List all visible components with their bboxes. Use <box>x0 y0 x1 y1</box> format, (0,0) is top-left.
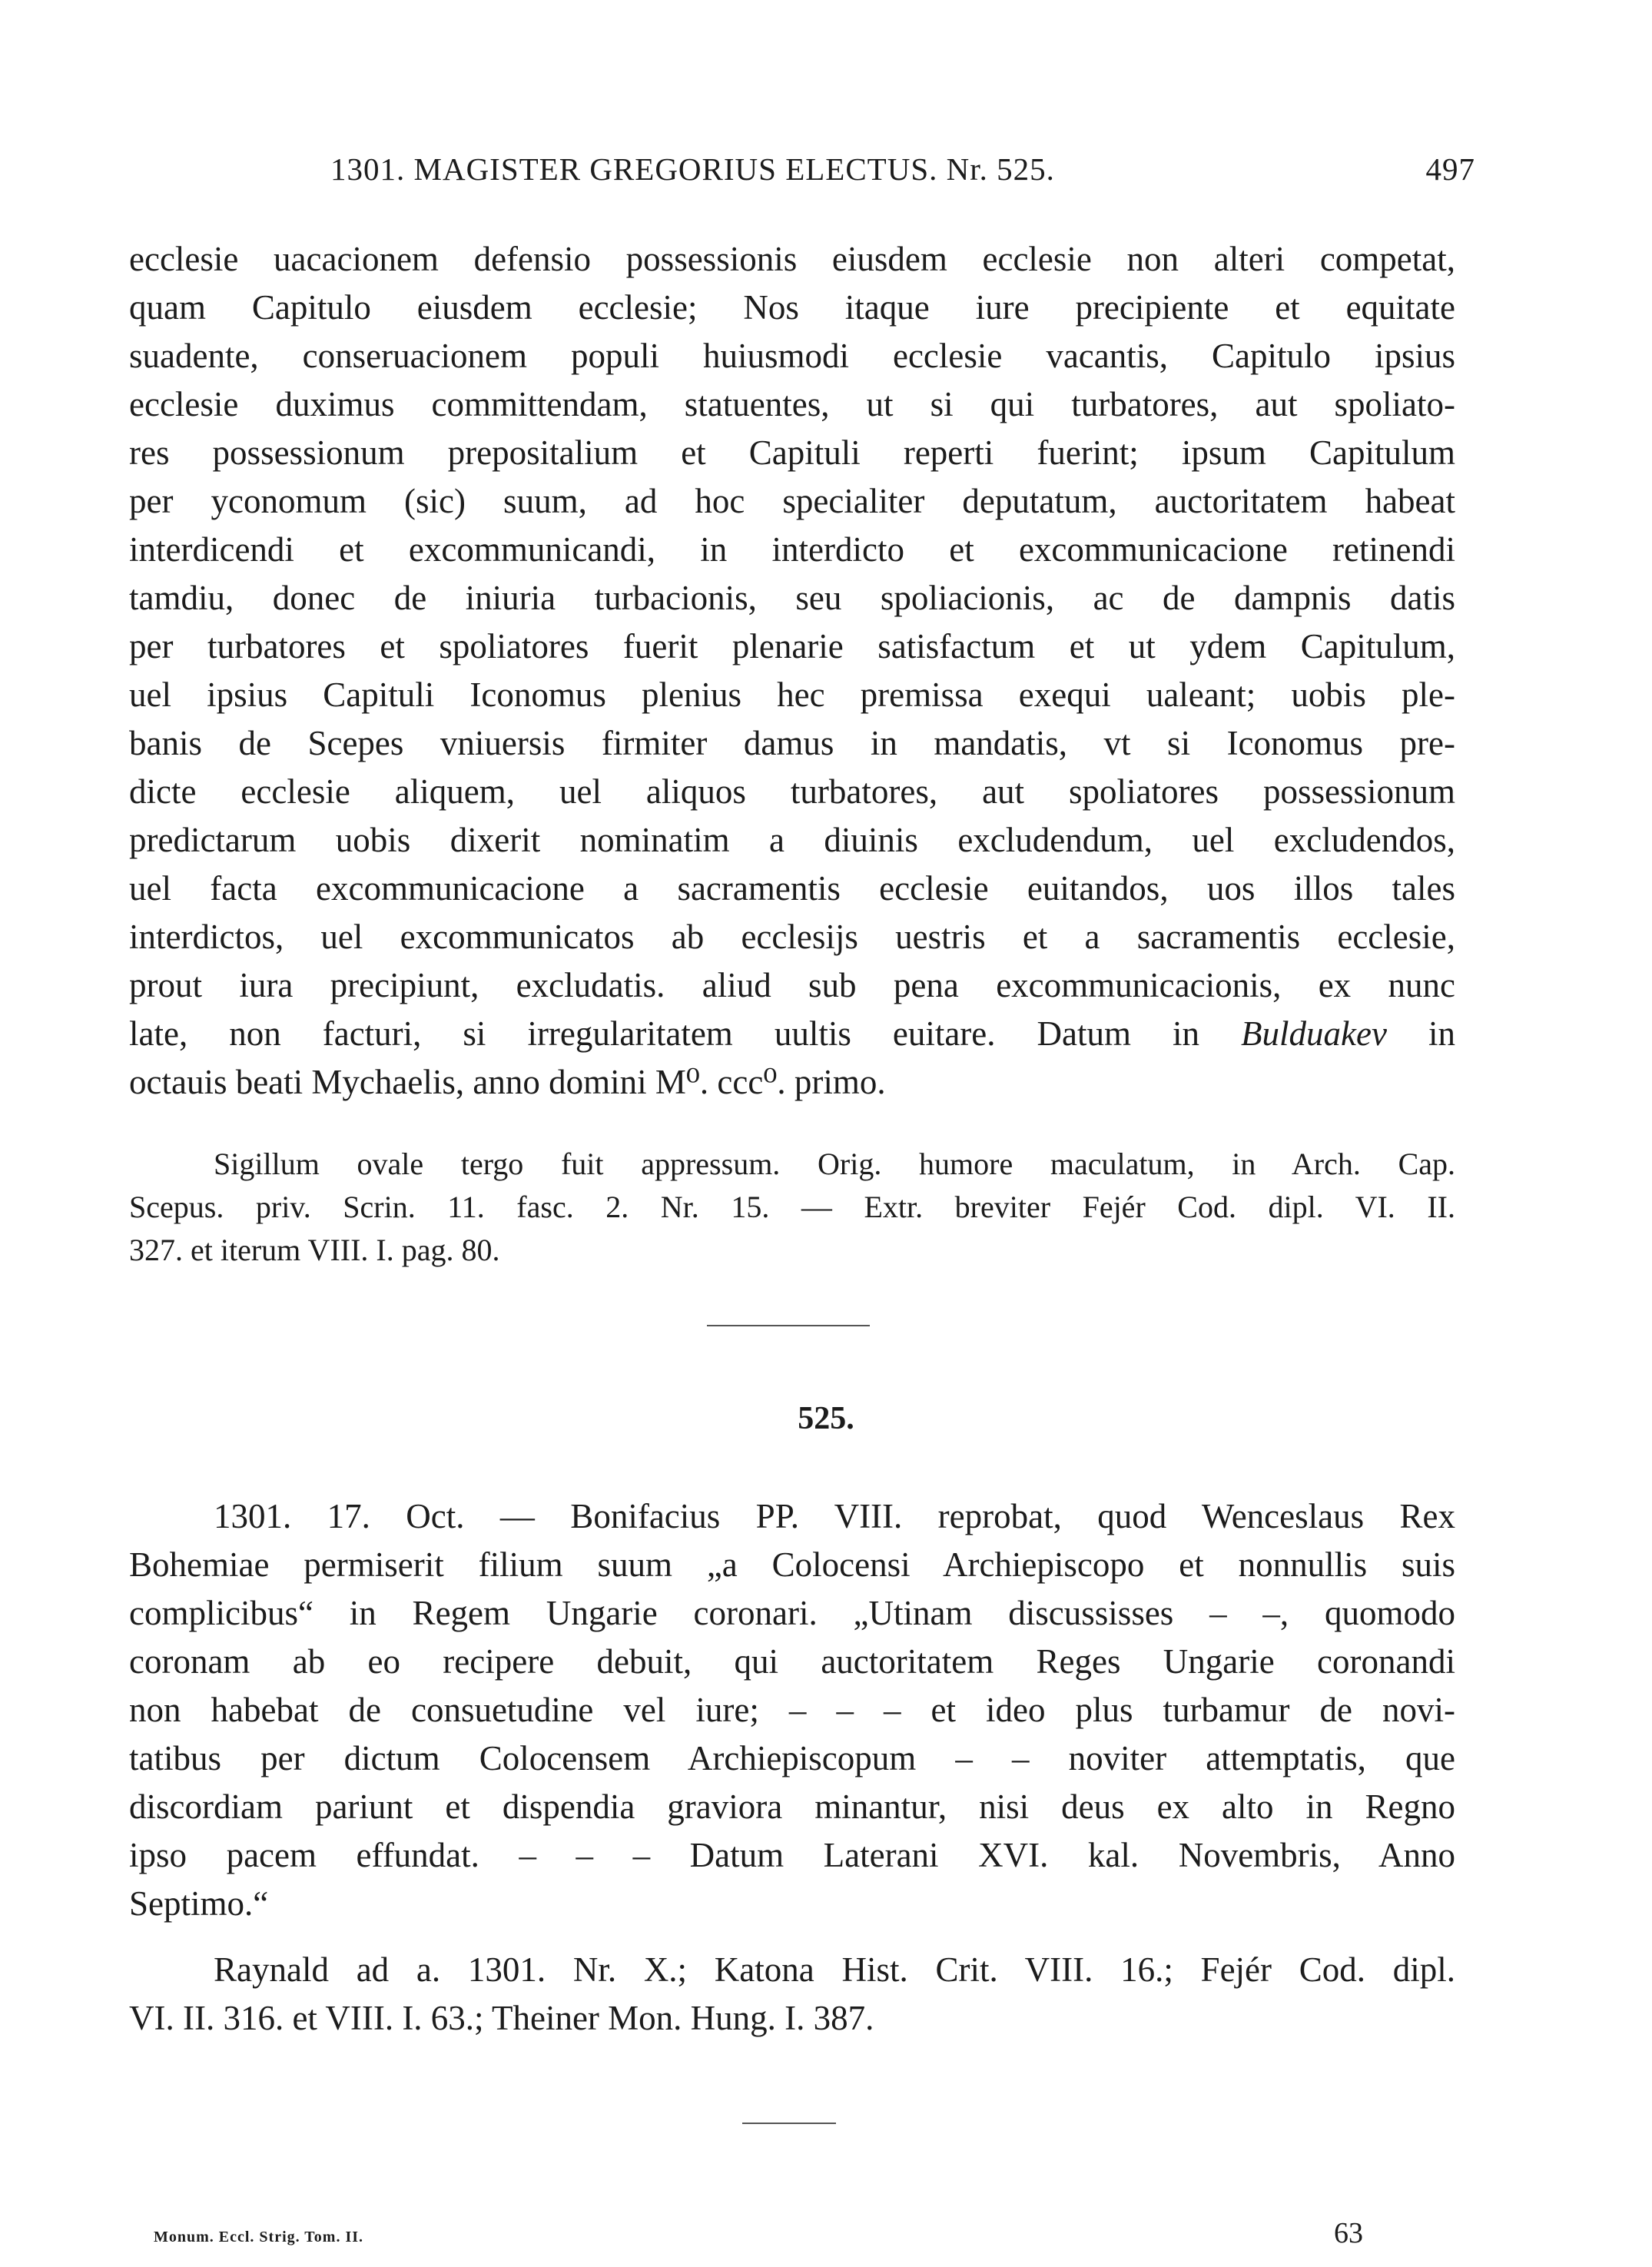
place-name: Bulduakev <box>1241 1014 1387 1053</box>
text-line: predictarum uobis dixerit nominatim a diuinis excludendum, uel excludendos, <box>129 821 1455 859</box>
text-line: ipso pacem effundat. – – – Datum Laterani XVI. kal. Novembris, Anno <box>129 1836 1455 1874</box>
charter-note <box>129 1143 1455 1272</box>
text-line: prout iura precipiunt, excludatis. aliud sub pena excommunicacionis, ex nunc <box>129 966 1455 1004</box>
section-divider <box>742 2123 836 2124</box>
text-line: banis de Scepes vniuersis firmiter damus in mandatis, vt si Iconomus pre- <box>129 724 1455 762</box>
text-line: 1301. 17. Oct. — Bonifacius PP. VIII. reprobat, quod Wenceslaus Rex <box>214 1497 1455 1535</box>
text-line: non habebat de consuetudine vel iure; – – – et ideo plus turbamur de novi- <box>129 1691 1455 1729</box>
text-line: ecclesie duximus committendam, statuentes, ut si qui turbatores, aut spoliato- <box>129 385 1455 423</box>
text-line: complicibus“ in Regem Ungarie coronari. „Utinam discussisses – –, quomodo <box>129 1594 1455 1632</box>
text-line: coronam ab eo recipere debuit, qui auctoritatem Reges Ungarie coronandi <box>129 1642 1455 1681</box>
text-line: Bohemiae permiserit filium suum „a Colocensi Archiepiscopo et nonnullis suis <box>129 1545 1455 1584</box>
text-line: quam Capitulo eiusdem ecclesie; Nos itaque iure precipiente et equitate <box>129 288 1455 327</box>
text-line: res possessionum prepositalium et Capituli reperti fuerint; ipsum Capitulum <box>129 433 1455 472</box>
text-line: uel facta excommunicacione a sacramentis ecclesie euitandos, uos illos tales <box>129 869 1455 908</box>
text-line: interdicendi et excommunicandi, in interdicto et excommunicacione retinendi <box>129 530 1455 569</box>
charter-text <box>129 235 1455 1107</box>
footer-signature: Monum. Eccl. Strig. Tom. II. <box>154 2229 364 2245</box>
text-line: per turbatores et spoliatores fuerit plenarie satisfactum et ut ydem Capitulum, <box>129 627 1455 665</box>
note-line: 327. et iterum VIII. I. pag. 80. <box>129 1233 500 1267</box>
text-line: Septimo.“ <box>129 1884 269 1923</box>
page-number: 497 <box>1425 151 1475 187</box>
text-line: ecclesie uacacionem defensio possessionis eiusdem ecclesie non alteri competat, <box>129 240 1455 278</box>
document-number: 525. <box>798 1401 854 1436</box>
note-line: VI. II. 316. et VIII. I. 63.; Theiner Mon. Hung. I. 387. <box>129 1999 874 2037</box>
section-divider <box>707 1325 870 1326</box>
text-line: octauis beati Mychaelis, anno domini M⁰. ccc⁰. primo. <box>129 1063 886 1101</box>
text-line: uel ipsius Capituli Iconomus plenius hec premissa exequi ualeant; uobis ple- <box>129 675 1455 714</box>
text-line: dicte ecclesie aliquem, uel aliquos turbatores, aut spoliatores possessionum <box>129 772 1455 811</box>
text-line: discordiam pariunt et dispendia graviora minantur, nisi deus ex alto in Regno <box>129 1787 1455 1826</box>
text-line: late, non facturi, si irregularitatem uultis euitare. Datum in Bulduakev in <box>129 1014 1455 1053</box>
note-line: Sigillum ovale tergo fuit appressum. Orig. humore maculatum, in Arch. Cap. <box>214 1147 1455 1181</box>
text-line: per yconomum (sic) suum, ad hoc specialiter deputatum, auctoritatem habeat <box>129 482 1455 520</box>
regest-note <box>129 1946 1455 2043</box>
text-line: suadente, conseruacionem populi huiusmodi ecclesie vacantis, Capitulo ipsius <box>129 337 1455 375</box>
running-head <box>330 151 1475 188</box>
note-line: Scepus. priv. Scrin. 11. fasc. 2. Nr. 15. — Extr. breviter Fejér Cod. dipl. VI. II. <box>129 1190 1455 1224</box>
text-line: tamdiu, donec de iniuria turbacionis, seu spoliacionis, ac de dampnis datis <box>129 579 1455 617</box>
note-line: Raynald ad a. 1301. Nr. X.; Katona Hist. Crit. VIII. 16.; Fejér Cod. dipl. <box>214 1950 1455 1989</box>
footer-sheet-number: 63 <box>1334 2217 1363 2249</box>
regest-text <box>129 1492 1455 1928</box>
text-line: tatibus per dictum Colocensem Archiepiscopum – – noviter attemptatis, que <box>129 1739 1455 1777</box>
running-head-title: 1301. MAGISTER GREGORIUS ELECTUS. Nr. 525. <box>330 151 1055 187</box>
text-line: interdictos, uel excommunicatos ab ecclesijs uestris et a sacramentis ecclesie, <box>129 918 1455 956</box>
